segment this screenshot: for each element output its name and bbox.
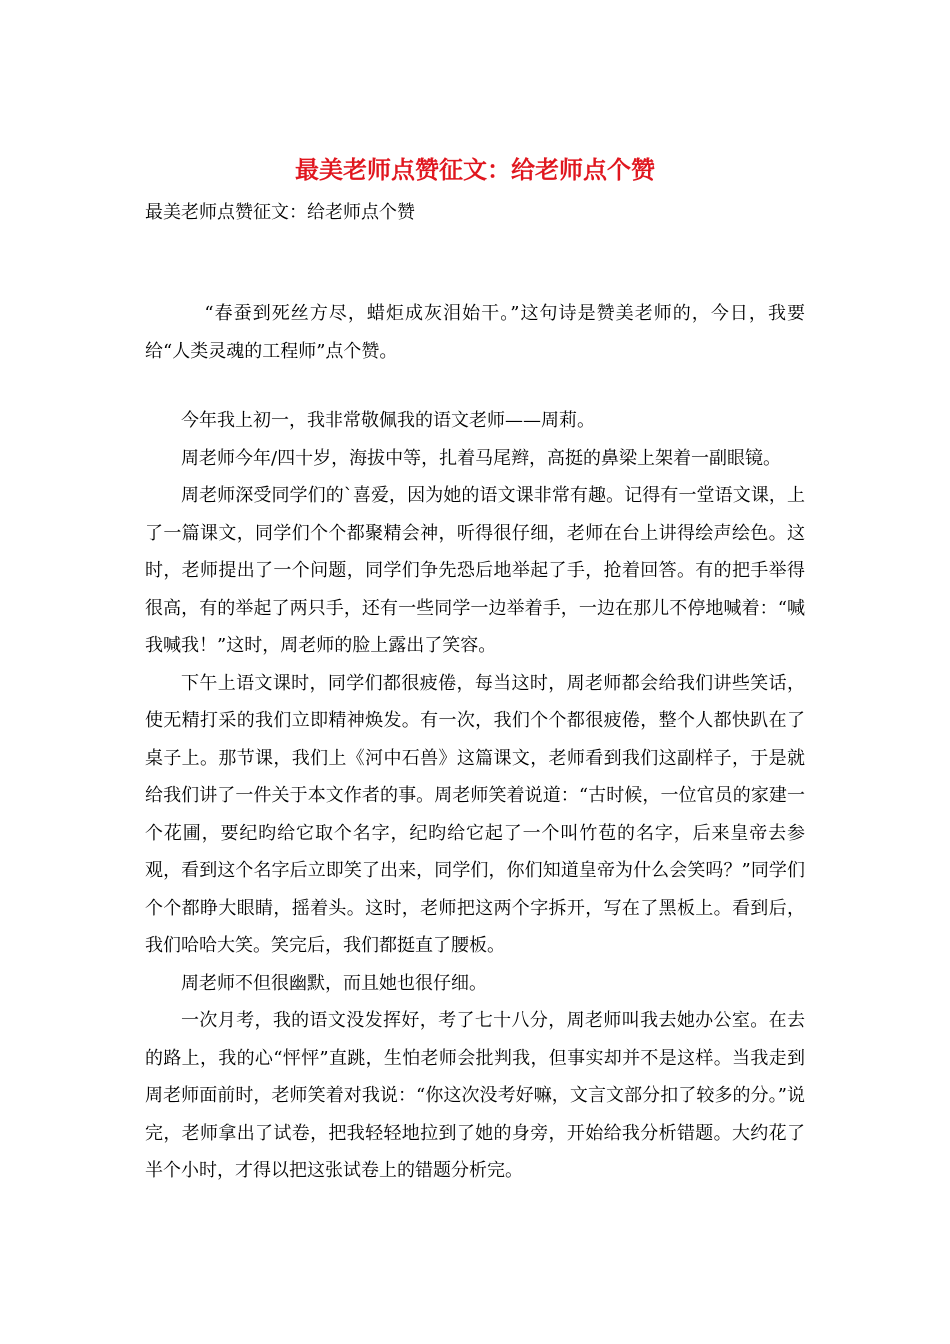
document-subtitle: 最美老师点赞征文：给老师点个赞 (145, 202, 415, 223)
paragraph: 今年我上初一，我非常敬佩我的语文老师——周莉。 (181, 410, 595, 431)
paragraph-intro: “春蚕到死丝方尽，蜡炬成灰泪始干。”这句诗是赞美老师的，今日，我要给“人类灵魂的工程师”点个赞。 (145, 303, 805, 362)
body-section (145, 402, 805, 1190)
intro-section (145, 295, 805, 370)
paragraph: 周老师深受同学们的`喜爱，因为她的语文课非常有趣。记得有一堂语文课，上了一篇课文，同学们个个都聚精会神，听得很仔细，老师在台上讲得绘声绘色。这时，老师提出了一个问题，同学们争先恐后地举起了手，抢着回答。有的把手举得很高，有的举起了两只手，还有一些同学一边举着手，一边在那儿不停地喊着：“喊我喊我！”这时，周老师的脸上露出了笑容。 (145, 485, 805, 656)
paragraph: 一次月考，我的语文没发挥好，考了七十八分，周老师叫我去她办公室。在去的路上，我的心“怦怦”直跳，生怕老师会批判我，但事实却并不是这样。当我走到周老师面前时，老师笑着对我说：“你这次没考好嘛，文言文部分扣了较多的分。”说完，老师拿出了试卷，把我轻轻地拉到了她的身旁，开始给我分析错题。大约花了半个小时，才得以把这张试卷上的错题分析完。 (145, 1010, 805, 1181)
paragraph: 周老师不但很幽默，而且她也很仔细。 (181, 972, 487, 994)
document-title: 最美老师点赞征文：给老师点个赞 (295, 155, 655, 184)
paragraph: 下午上语文课时，同学们都很疲倦，每当这时，周老师都会给我们讲些笑话，使无精打采的我们立即精神焕发。有一次，我们个个都很疲倦，整个人都快趴在了桌子上。那节课，我们上《河中石兽》这篇课文，老师看到我们这副样子，于是就给我们讲了一件关于本文作者的事。周老师笑着说道：“古时候，一位官员的家建一个花圃，要纪昀给它取个名字，纪昀给它起了一个叫竹苞的名字，后来皇帝去参观，看到这个名字后立即笑了出来，同学们，你们知道皇帝为什么会笑吗？”同学们个个都睁大眼睛，摇着头。这时，老师把这两个字拆开，写在了黑板上。看到后，我们哈哈大笑。笑完后，我们都挺直了腰板。 (145, 672, 805, 956)
paragraph: 周老师今年/四十岁，海拔中等，扎着马尾辫，高挺的鼻梁上架着一副眼镜。 (181, 447, 782, 469)
